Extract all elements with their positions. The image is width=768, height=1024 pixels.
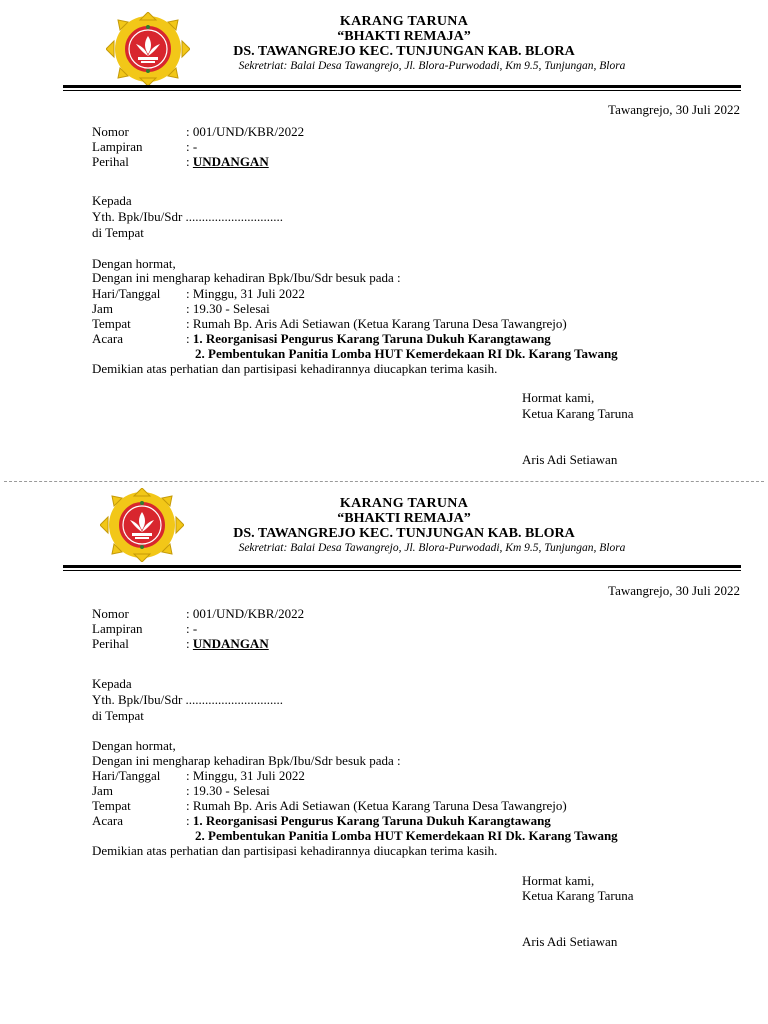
greeting: Dengan hormat,	[92, 256, 176, 271]
meta-value-lampiran: : -	[186, 139, 198, 154]
greeting: Dengan hormat,	[92, 738, 176, 753]
subject-undangan: UNDANGAN	[192, 636, 269, 651]
agenda-item-2: 2. Pembentukan Panitia Lomba HUT Kemerdekaan RI Dk. Karang Tawang	[195, 346, 618, 361]
detail-value-time: : 19.30 - Selesai	[186, 783, 270, 798]
detail-label-agenda: Acara	[92, 331, 124, 346]
detail-label-place: Tempat	[92, 316, 131, 331]
header-rule-thin	[63, 90, 741, 91]
recipient-place: di Tempat	[92, 225, 144, 240]
subject-undangan: UNDANGAN	[192, 154, 269, 169]
org-name: KARANG TARUNA	[339, 496, 469, 511]
perihal-colon: :	[186, 636, 193, 651]
agenda-item-2: 2. Pembentukan Panitia Lomba HUT Kemerdekaan RI Dk. Karang Tawang	[195, 828, 618, 843]
intro: Dengan ini mengharap kehadiran Bpk/Ibu/Sdr besuk pada :	[92, 270, 401, 285]
detail-label-time: Jam	[92, 783, 113, 798]
detail-label-agenda: Acara	[92, 813, 124, 828]
meta-value-nomor: : 001/UND/KBR/2022	[186, 124, 305, 139]
recipient-yth: Yth. Bpk/Ibu/Sdr ..............................	[92, 692, 284, 707]
secretariat-line: Sekretriat: Balai Desa Tawangrejo, Jl. Blora-Purwodadi, Km 9.5, Tunjungan, Blora	[238, 60, 626, 72]
letter-date: Tawangrejo, 30 Juli 2022	[608, 102, 740, 117]
header-rule-thick	[63, 565, 741, 568]
header-rule-thick	[63, 85, 741, 88]
detail-value-agenda	[186, 813, 551, 828]
intro: Dengan ini mengharap kehadiran Bpk/Ibu/Sdr besuk pada :	[92, 753, 401, 768]
signoff-regards: Hormat kami,	[522, 390, 595, 405]
agenda-item-1: 1. Reorganisasi Pengurus Karang Taruna Dukuh Karangtawang	[192, 813, 551, 828]
detail-label-time: Jam	[92, 301, 113, 316]
meta-value-nomor: : 001/UND/KBR/2022	[186, 606, 305, 621]
closing-text: Demikian atas perhatian dan partisipasi kehadirannya diucapkan terima kasih.	[92, 361, 498, 376]
invitation-letter-1	[0, 0, 768, 480]
org-address: DS. TAWANGREJO KEC. TUNJUNGAN KAB. BLORA	[233, 526, 575, 541]
signoff-position: Ketua Karang Taruna	[522, 406, 634, 421]
closing-text: Demikian atas perhatian dan partisipasi kehadirannya diucapkan terima kasih.	[92, 843, 498, 858]
signer-name: Aris Adi Setiawan	[522, 452, 618, 467]
org-name: KARANG TARUNA	[339, 14, 469, 29]
invitation-letter-2	[0, 482, 768, 962]
detail-value-time: : 19.30 - Selesai	[186, 301, 270, 316]
perihal-colon: :	[186, 154, 193, 169]
signoff-regards: Hormat kami,	[522, 873, 595, 888]
agenda-item-1: 1. Reorganisasi Pengurus Karang Taruna Dukuh Karangtawang	[192, 331, 551, 346]
detail-value-date: : Minggu, 31 Juli 2022	[186, 768, 305, 783]
agenda-colon: :	[186, 331, 193, 346]
header-rule-thin	[63, 570, 741, 571]
meta-value-perihal	[186, 636, 269, 651]
meta-label-lampiran: Lampiran	[92, 139, 143, 154]
signoff-position: Ketua Karang Taruna	[522, 888, 634, 903]
detail-label-date: Hari/Tanggal	[92, 286, 161, 301]
meta-value-lampiran: : -	[186, 621, 198, 636]
detail-label-date: Hari/Tanggal	[92, 768, 161, 783]
detail-value-agenda	[186, 331, 551, 346]
letter-date: Tawangrejo, 30 Juli 2022	[608, 583, 740, 598]
recipient-kepada: Kepada	[92, 676, 132, 691]
detail-value-place: : Rumah Bp. Aris Adi Setiawan (Ketua Karang Taruna Desa Tawangrejo)	[186, 316, 567, 331]
meta-label-perihal: Perihal	[92, 636, 129, 651]
recipient-kepada: Kepada	[92, 193, 132, 208]
meta-label-nomor: Nomor	[92, 124, 129, 139]
meta-label-lampiran: Lampiran	[92, 621, 143, 636]
agenda-colon: :	[186, 813, 193, 828]
detail-label-place: Tempat	[92, 798, 131, 813]
signer-name: Aris Adi Setiawan	[522, 934, 618, 949]
meta-value-perihal	[186, 154, 269, 169]
recipient-place: di Tempat	[92, 708, 144, 723]
org-address: DS. TAWANGREJO KEC. TUNJUNGAN KAB. BLORA	[233, 44, 575, 59]
org-title: “BHAKTI REMAJA”	[337, 511, 471, 526]
meta-label-perihal: Perihal	[92, 154, 129, 169]
recipient-yth: Yth. Bpk/Ibu/Sdr ..............................	[92, 209, 284, 224]
meta-label-nomor: Nomor	[92, 606, 129, 621]
detail-value-date: : Minggu, 31 Juli 2022	[186, 286, 305, 301]
detail-value-place: : Rumah Bp. Aris Adi Setiawan (Ketua Karang Taruna Desa Tawangrejo)	[186, 798, 567, 813]
secretariat-line: Sekretriat: Balai Desa Tawangrejo, Jl. Blora-Purwodadi, Km 9.5, Tunjungan, Blora	[238, 542, 626, 554]
org-title: “BHAKTI REMAJA”	[337, 29, 471, 44]
